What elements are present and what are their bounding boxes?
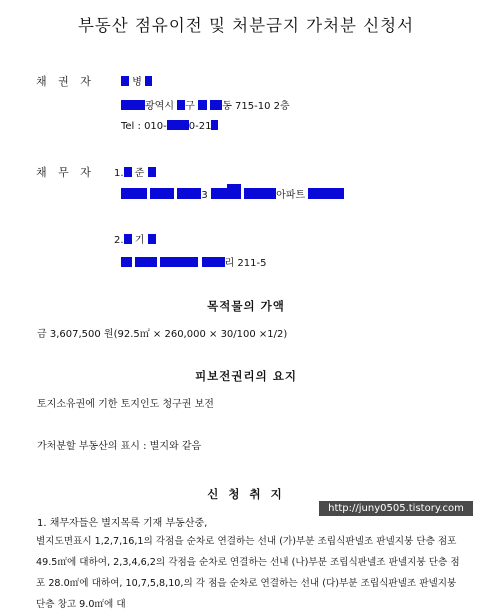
redaction-block — [121, 100, 145, 110]
right-heading: 피보전권리의 요지 — [195, 369, 297, 383]
redaction-block — [227, 184, 241, 199]
redaction-block — [145, 76, 152, 86]
purpose-heading: 신 청 취 지 — [207, 487, 285, 501]
right-text: 토지소유권에 기한 토지인도 청구권 보전 — [37, 399, 214, 410]
value-amount: 금 3,607,500 원(92.5㎡ × 260,000 × 30/100 ×1/2) — [37, 329, 288, 340]
creditor-label: 채 권 자 — [36, 75, 95, 88]
redaction-block — [148, 234, 156, 244]
debtor-1-name: 1. 준 — [114, 164, 156, 179]
property-line: 가처분할 부동산의 표시 : 별지와 같음 — [37, 441, 202, 452]
document-title: 부동산 점유이전 및 처분금지 가처분 신청서 — [77, 16, 415, 35]
redaction-block — [308, 188, 344, 199]
redaction-block — [124, 234, 132, 244]
redaction-block — [160, 257, 198, 267]
redaction-block — [121, 257, 132, 267]
purpose-paragraph: 별지도면표시 1,2,7,16,1의 각점을 순차로 연결하는 선내 (가)부분 조립식판넬조 판넬지붕 단층 점포 49.5㎡에 대하여, 2,3,4,6,2의 각점을 순차로 연결하는 선내 (나)부분 조립식판넬조 판넬지붕 단층 점포 28.0㎡에 대하여, 10,7,5,8,10,의 각 점을 순차로 연결하는 선내 (다)부분 조립식판넬조 판넬지붕 단층 창고 9.0㎡에 대 — [36, 536, 460, 610]
redaction-block — [211, 120, 218, 130]
creditor-tel: Tel : 010- 0-21 — [121, 120, 218, 132]
watermark: http://juny0505.tistory.com — [319, 501, 473, 516]
purpose-item-1: 1. 채무자들은 별지목록 기재 부동산중, — [37, 518, 208, 529]
creditor-address: 광역시 구 동 715-10 2층 — [121, 97, 290, 112]
redaction-block — [167, 120, 189, 130]
redaction-block — [177, 188, 201, 199]
redaction-block — [177, 100, 185, 110]
redaction-block — [135, 257, 157, 267]
debtor-2-address: 리 211-5 — [121, 254, 266, 269]
redaction-block — [150, 188, 174, 199]
debtor-2-name: 2. 기 — [114, 231, 156, 246]
redaction-block — [121, 188, 147, 199]
redaction-block — [210, 100, 222, 110]
debtor-1-address: 3 아파트 — [121, 184, 344, 201]
redaction-block — [244, 188, 276, 199]
redaction-block — [202, 257, 225, 267]
redaction-block — [211, 188, 227, 199]
redaction-block — [148, 167, 156, 177]
debtor-label: 채 무 자 — [36, 166, 95, 179]
creditor-name: 병 — [121, 73, 152, 88]
redaction-block — [124, 167, 132, 177]
redaction-block — [198, 100, 207, 110]
value-heading: 목적물의 가액 — [207, 299, 285, 313]
redaction-block — [121, 76, 129, 86]
